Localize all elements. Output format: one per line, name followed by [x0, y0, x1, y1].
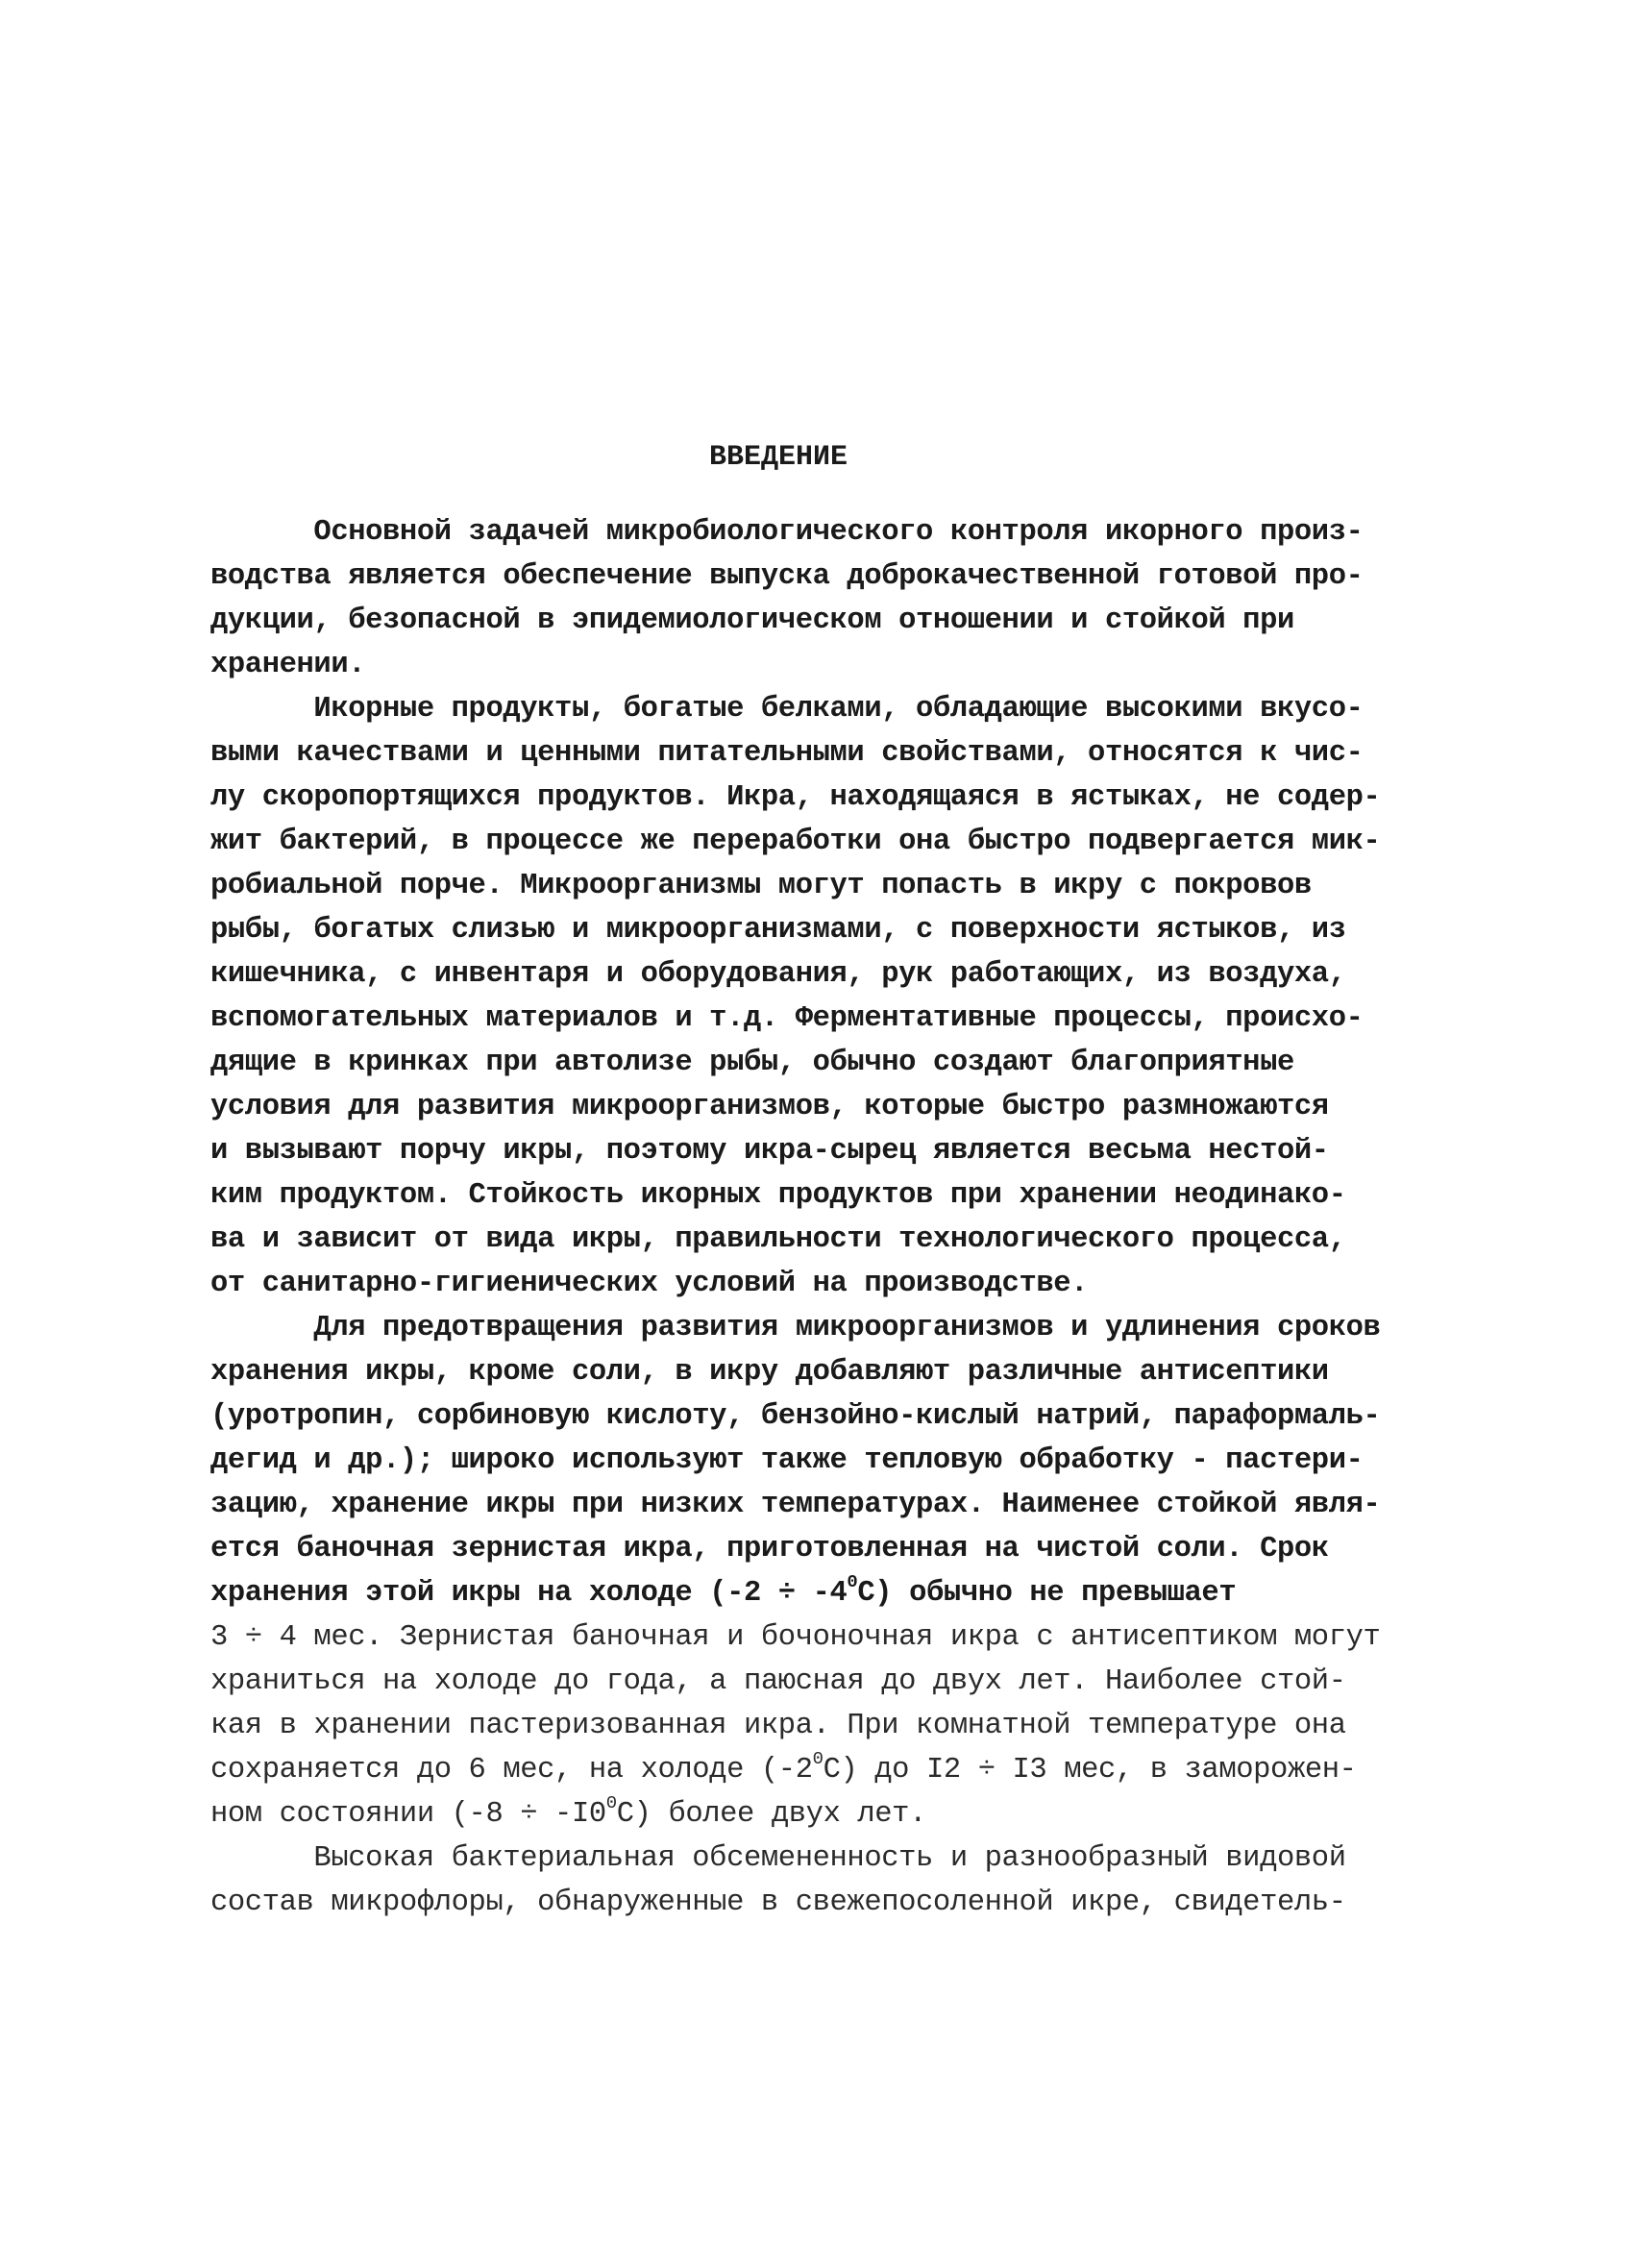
text-line — [210, 510, 1460, 555]
text-segment: зацию, хранение икры при низких температурах. Наименее стойкой явля- — [210, 1489, 1381, 1521]
text-segment: С) более двух лет. — [616, 1798, 926, 1831]
text-segment: хранения этой икры на холоде (-2 ÷ -4 — [210, 1577, 848, 1610]
text-line — [210, 1218, 1460, 1262]
text-line — [210, 1704, 1460, 1748]
text-segment: ким продуктом. Стойкость икорных продуктов при хранении неодинако- — [210, 1179, 1346, 1212]
text-line — [210, 1483, 1460, 1527]
degree-superscript: 0 — [605, 1792, 617, 1814]
text-segment: дукции, безопасной в эпидемиологическом отношении и стойкой при — [210, 604, 1294, 637]
text-line — [210, 1881, 1460, 1925]
text-line — [210, 1173, 1460, 1218]
text-line — [210, 908, 1460, 952]
text-segment: Для предотвращения развития микроорганизмов и удлинения сроков — [210, 1312, 1381, 1344]
section-heading: ВВЕДЕНИЕ — [708, 441, 848, 474]
text-segment: вспомогательных материалов и т.д. Ферментативные процессы, происхо- — [210, 1002, 1364, 1035]
text-segment: С) до I2 ÷ I3 мес, в заморожен- — [823, 1754, 1357, 1787]
text-segment: хранении. — [210, 649, 366, 681]
text-segment: кая в хранении пастеризованная икра. При комнатной температуре она — [210, 1710, 1346, 1742]
text-line — [210, 1571, 1460, 1615]
text-line — [210, 1439, 1460, 1483]
text-segment: рыбы, богатых слизью и микроорганизмами, с поверхности ястыков, из — [210, 914, 1346, 947]
text-segment: робиальной порче. Микроорганизмы могут попасть в икру с покровов — [210, 870, 1312, 902]
text-segment: ется баночная зернистая икра, приготовленная на чистой соли. Срок — [210, 1533, 1329, 1565]
text-segment: ва и зависит от вида икры, правильности технологического процесса, — [210, 1223, 1346, 1256]
text-line — [210, 997, 1460, 1041]
text-line — [210, 731, 1460, 776]
text-line — [210, 1262, 1460, 1306]
text-line — [210, 820, 1460, 864]
text-segment: водства является обеспечение выпуска доброкачественной готовой про- — [210, 560, 1364, 593]
text-segment: 3 ÷ 4 мес. Зернистая баночная и бочоночная икра с антисептиком могут — [210, 1621, 1381, 1654]
text-segment: ном состоянии (-8 ÷ -I0 — [210, 1798, 606, 1831]
text-segment: состав микрофлоры, обнаруженные в свежепосоленной икре, свидетель- — [210, 1886, 1346, 1919]
text-segment: от санитарно-гигиенических условий на производстве. — [210, 1268, 1089, 1300]
text-line — [210, 599, 1460, 643]
text-segment: Основной задачей микробиологического контроля икорного произ- — [210, 516, 1364, 549]
text-segment: С) обычно не превышает — [857, 1577, 1237, 1610]
degree-superscript: 0 — [847, 1571, 858, 1593]
text-line — [210, 1837, 1460, 1881]
text-segment: лу скоропортящихся продуктов. Икра, находящаяся в ястыках, не содер- — [210, 781, 1381, 814]
text-segment: сохраняется до 6 мес, на холоде (-2 — [210, 1754, 813, 1787]
text-line — [210, 776, 1460, 820]
text-line — [210, 1792, 1460, 1837]
text-segment: кишечника, с инвентаря и оборудования, рук работающих, из воздуха, — [210, 958, 1346, 991]
text-line — [210, 1085, 1460, 1129]
text-segment: храниться на холоде до года, а паюсная до двух лет. Наиболее стой- — [210, 1665, 1346, 1698]
text-segment: Высокая бактериальная обсемененность и разнообразный видовой — [210, 1842, 1346, 1875]
text-line — [210, 864, 1460, 908]
text-line — [210, 1748, 1460, 1792]
text-line — [210, 1129, 1460, 1173]
text-line — [210, 687, 1460, 731]
body-text — [210, 510, 1460, 1925]
text-segment: хранения икры, кроме соли, в икру добавляют различные антисептики — [210, 1356, 1329, 1389]
text-segment: и вызывают порчу икры, поэтому икра-сырец является весьма нестой- — [210, 1135, 1329, 1168]
text-line — [210, 1350, 1460, 1394]
text-segment: Икорные продукты, богатые белками, обладающие высокими вкусо- — [210, 693, 1364, 726]
text-segment: дегид и др.); широко используют также тепловую обработку - пастери- — [210, 1444, 1364, 1477]
text-segment: (уротропин, сорбиновую кислоту, бензойно-кислый натрий, параформаль- — [210, 1400, 1381, 1433]
text-line — [210, 1306, 1460, 1350]
text-segment: условия для развития микроорганизмов, которые быстро размножаются — [210, 1091, 1329, 1123]
text-line — [210, 1615, 1460, 1660]
text-line — [210, 1394, 1460, 1439]
text-line — [210, 1041, 1460, 1085]
text-line — [210, 1527, 1460, 1571]
degree-superscript: 0 — [812, 1748, 824, 1770]
text-line — [210, 643, 1460, 687]
text-segment: дящие в кринках при автолизе рыбы, обычно создают благоприятные — [210, 1047, 1294, 1079]
text-segment: выми качествами и ценными питательными свойствами, относятся к чис- — [210, 737, 1364, 770]
text-line — [210, 952, 1460, 997]
text-line — [210, 555, 1460, 599]
text-segment: жит бактерий, в процессе же переработки она быстро подвергается мик- — [210, 826, 1381, 858]
text-line — [210, 1660, 1460, 1704]
